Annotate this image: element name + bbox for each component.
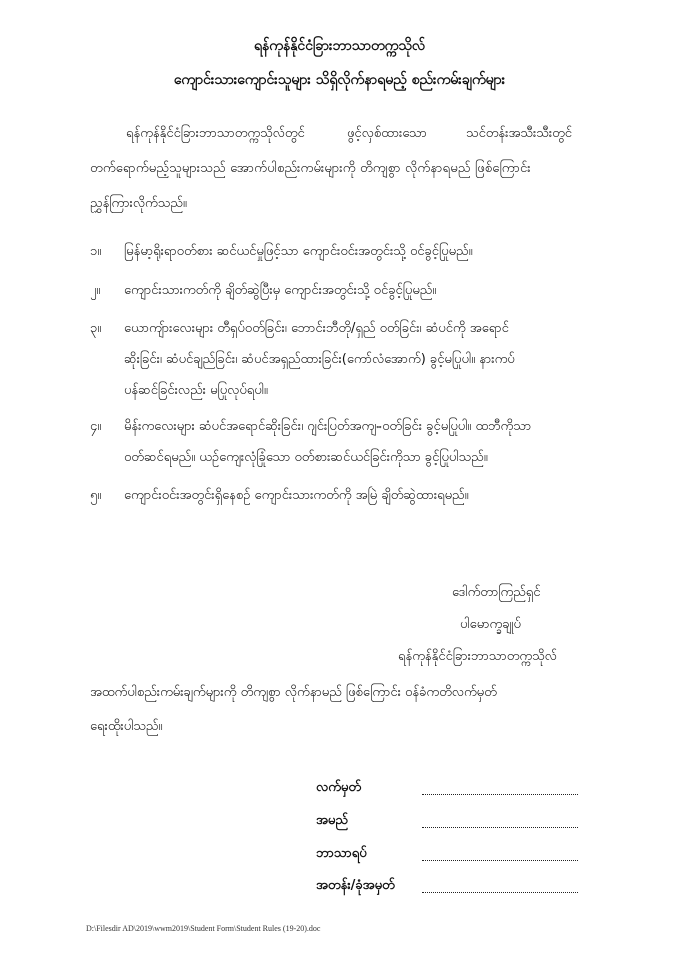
pledge-line-2: ရေးထိုးပါသည်။	[90, 719, 163, 734]
subject-field[interactable]	[422, 860, 578, 861]
rule-text: ကျောင်းသားကတ်ကို ချိတ်ဆွဲပြီးမှ ကျောင်းအတွင်းသို့ ဝင်ခွင့်ပြုမည်။	[124, 283, 437, 298]
rule-number: ၂။	[90, 283, 101, 298]
rule-number: ၃။	[90, 321, 102, 336]
pledge-line-1: အထက်ပါစည်းကမ်းချက်များကို တိကျစွာ လိုက်နာမည် ဖြစ်ကြောင်း ဝန်ခံကတိလက်မှတ်	[90, 685, 497, 700]
name-label: အမည်	[316, 813, 348, 828]
rule-text: ဆိုးခြင်း၊ ဆံပင်ချည်ခြင်း၊ ဆံပင်အရှည်ထားခြင်း(ကော်လံအောက်) ခွင့်မပြုပါ။ နားကပ်	[124, 352, 515, 367]
rule-text: ဝတ်ဆင်ရမည်။ ယဉ်ကျေးလုံခြုံသော ဝတ်စားဆင်ယင်ခြင်းကိုသာ ခွင့်ပြုပါသည်။	[124, 450, 488, 465]
signatory-title: ပါမောက္ခချုပ်	[460, 617, 521, 632]
intro-line-3: ညွှန်ကြားလိုက်သည်။	[90, 196, 187, 211]
rule-text: ပန်ဆင်ခြင်းလည်း မပြုလုပ်ရပါ။	[124, 383, 268, 398]
intro-line-1a: ရန်ကုန်နိုင်ငံခြားဘာသာတက္ကသိုလ်တွင်	[126, 126, 305, 141]
subject-label: ဘာသာရပ်	[316, 846, 367, 861]
rule-text: ကျောင်းဝင်းအတွင်းရှိနေစဉ် ကျောင်းသားကတ်ကို အမြဲ ချိတ်ဆွဲထားရမည်။	[124, 488, 469, 503]
class-roll-field[interactable]	[422, 892, 578, 893]
rule-number: ၁။	[90, 244, 102, 259]
name-field[interactable]	[422, 827, 578, 828]
signatory-name: ဒေါက်တာကြည်ရှင်	[452, 585, 541, 600]
rule-text: မြန်မာ့ရိုးရာဝတ်စား ဆင်ယင်မှုဖြင့်သာ ကျောင်းဝင်းအတွင်းသို့ ဝင်ခွင့်ပြုမည်။	[124, 244, 473, 259]
signature-field[interactable]	[422, 794, 578, 795]
class-roll-label: အတန်း/ခုံအမှတ်	[316, 878, 395, 893]
rule-number: ၄။	[90, 419, 102, 434]
rule-number: ၅။	[90, 488, 102, 503]
rule-text: ယောကျ်ားလေးများ တီရှပ်ဝတ်ခြင်း၊ ဘောင်းဘီတို/ရှည် ဝတ်ခြင်း၊ ဆံပင်ကို အရောင်	[124, 321, 509, 336]
intro-line-1c: သင်တန်းအသီးသီးတွင်	[466, 126, 573, 141]
signature-label: လက်မှတ်	[316, 780, 361, 795]
rules-heading: ကျောင်းသားကျောင်းသူများ သိရှိလိုက်နာရမည့် စည်းကမ်းချက်များ	[173, 72, 506, 88]
file-path-footer: D:\Filesdir AD\2019\wwm2019\Student Form\Student Rules (19-20).doc	[86, 924, 321, 933]
intro-line-1b: ဖွင့်လှစ်ထားသော	[347, 126, 427, 141]
signatory-university: ရန်ကုန်နိုင်ငံခြားဘာသာတက္ကသိုလ်	[398, 649, 557, 664]
intro-line-2: တက်ရောက်မည့်သူများသည် အောက်ပါစည်းကမ်းများကို တိကျစွာ လိုက်နာရမည် ဖြစ်ကြောင်း	[90, 161, 531, 176]
university-title: ရန်ကုန်နိုင်ငံခြားဘာသာတက္ကသိုလ်	[253, 38, 426, 54]
rule-text: မိန်းကလေးများ ဆံပင်အရောင်ဆိုးခြင်း၊ ဂျင်းပြတ်အကျႌဝတ်ခြင်း ခွင့်မပြုပါ။ ထဘီကိုသာ	[124, 419, 532, 434]
